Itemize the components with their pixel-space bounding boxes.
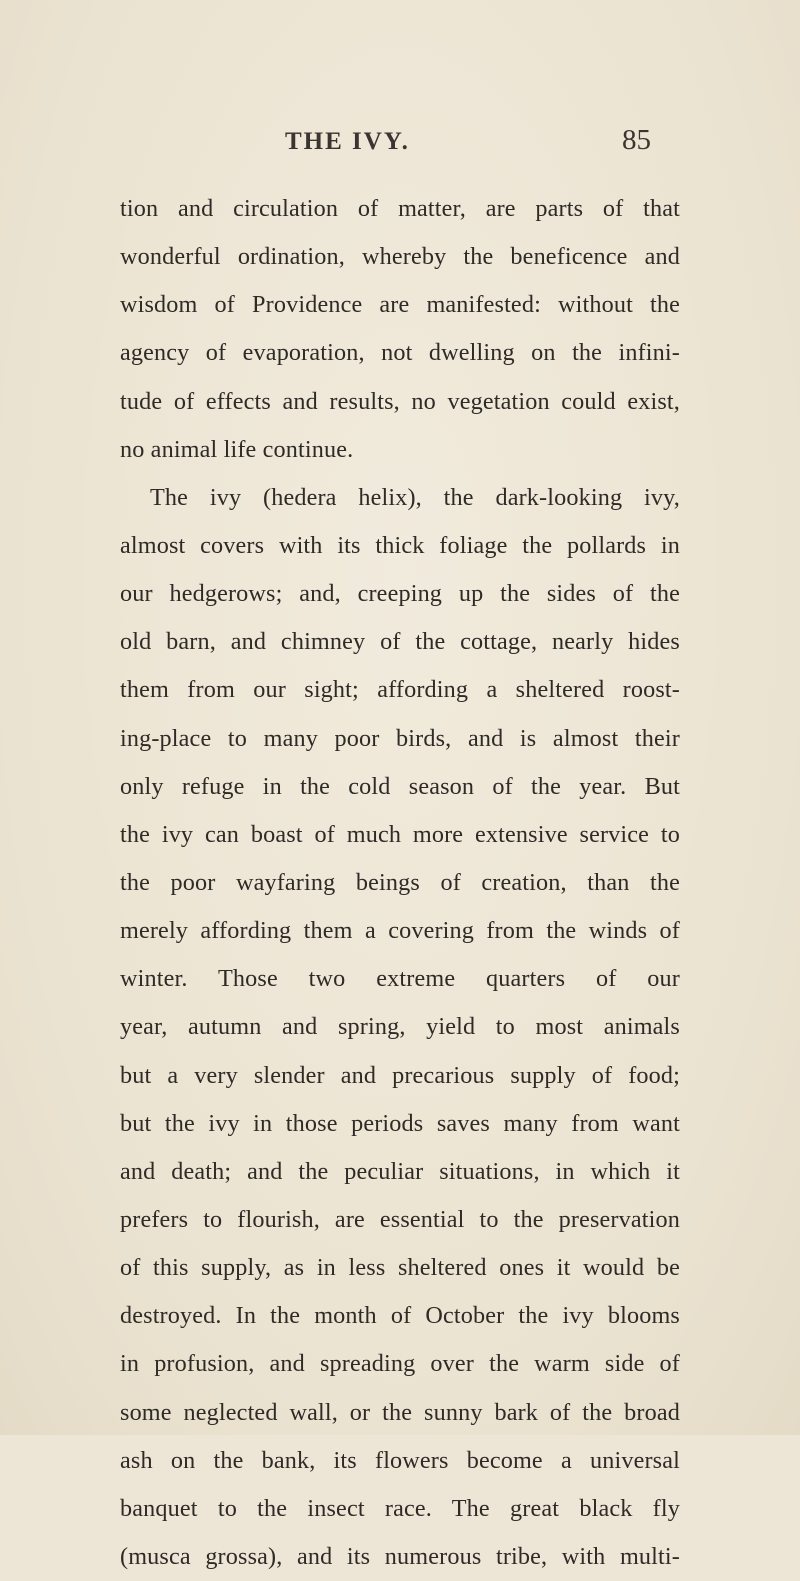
text-line: in profusion, and spreading over the warm side of [120,1350,680,1378]
text-line: the poor wayfaring beings of creation, than the [120,868,680,896]
body-text [120,185,680,1581]
text-line: The ivy (hedera helix), the dark-looking ivy, [150,483,680,511]
text-line: almost covers with its thick foliage the pollards in [120,531,680,559]
text-line: old barn, and chimney of the cottage, nearly hides [120,628,680,656]
text-line: some neglected wall, or the sunny bark of the broad [120,1398,680,1426]
text-line: wisdom of Providence are manifested: without the [120,291,680,319]
running-head: THE IVY. [285,128,410,155]
text-line: wonderful ordination, whereby the beneficence and [120,243,680,271]
text-line: banquet to the insect race. The great black fly [120,1494,680,1522]
page-number: 85 [622,124,651,156]
text-line: tude of effects and results, no vegetation could exist, [120,387,680,415]
text-line: the ivy can boast of much more extensive service to [120,820,680,848]
text-line: them from our sight; affording a sheltered roost- [120,676,680,704]
text-line: ash on the bank, its flowers become a universal [120,1446,680,1474]
text-line: agency of evaporation, not dwelling on the infini- [120,339,680,367]
text-line: ing-place to many poor birds, and is almost their [120,724,680,752]
text-line: and death; and the peculiar situations, in which it [120,1157,680,1185]
text-line: only refuge in the cold season of the year. But [120,772,680,800]
text-line: merely affording them a covering from the winds of [120,917,680,945]
page-header [0,124,800,168]
text-line: year, autumn and spring, yield to most animals [120,1013,680,1041]
text-line: no animal life continue. [120,435,354,463]
text-line: destroyed. In the month of October the ivy blooms [120,1302,680,1330]
text-line: tion and circulation of matter, are parts of that [120,195,680,222]
text-line: but the ivy in those periods saves many from want [120,1109,680,1137]
text-line: prefers to flourish, are essential to the preservation [120,1205,680,1233]
text-line: winter. Those two extreme quarters of our [120,965,680,993]
text-line: of this supply, as in less sheltered ones it would be [120,1254,680,1282]
text-line: but a very slender and precarious supply of food; [120,1061,680,1089]
text-line: our hedgerows; and, creeping up the sides of the [120,580,680,608]
text-line: (musca grossa), and its numerous tribe, with multi- [120,1542,680,1570]
